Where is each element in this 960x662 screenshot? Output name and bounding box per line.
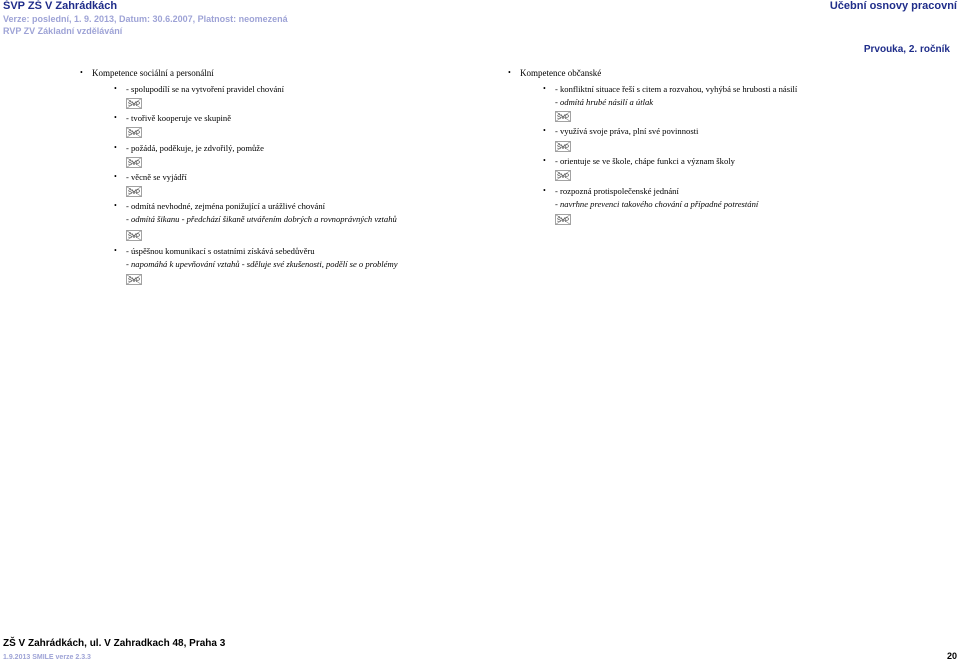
left-heading: • Kompetence sociální a personální [92,68,214,78]
right-item-3: • - orientuje se ve škole, chápe funkci a význam školy [555,156,735,166]
svg-text:ŠVP: ŠVP [127,278,141,284]
svp-icon [126,98,142,109]
right-heading: • Kompetence občanské [520,68,601,78]
left-item-6: • - úspěšnou komunikací s ostatními získává sebedůvěru [126,246,315,256]
left-item-6-detail: - napomáhá k upevňování vztahů - sděluje své zkušenosti, podělí se o problémy [126,259,398,269]
svg-text:ŠVP: ŠVP [127,131,141,137]
right-item-4: • - rozpozná protispolečenské jednání [555,186,679,196]
svp-icon [555,170,571,181]
svg-text:ŠVP: ŠVP [556,145,570,151]
left-item-3: • - požádá, poděkuje, je zdvořilý, pomůže [126,143,264,153]
svg-text:ŠVP: ŠVP [127,102,141,108]
right-item-1-detail: - odmítá hrubé násilí a útlak [555,97,654,107]
svg-text:ŠVP: ŠVP [127,234,141,240]
svp-icon [126,127,142,138]
svp-icon [126,274,142,285]
svp-icon [126,186,142,197]
svg-text:ŠVP: ŠVP [556,218,570,224]
left-item-4: • - věcně se vyjádří [126,172,187,182]
document-title: ŠVP ZŠ V Zahrádkách [3,0,118,12]
right-item-2: • - využívá svoje práva, plní své povinnosti [555,126,698,136]
grade-label: Prvouka, 2. ročník [863,44,950,55]
page-number: 20 [946,651,957,661]
left-item-5: • - odmítá nevhodné, zejména ponižující a urážlivé chování [126,201,325,211]
footer-version: 1.9.2013 SMILE verze 2.3.3 [3,654,91,661]
svp-icon [555,214,571,225]
right-item-1: • - konfliktní situace řeší s citem a rozvahou, vyhýbá se hrubosti a násilí [555,84,797,94]
footer-address: ZŠ V Zahrádkách, ul. V Zahradkach 48, Praha 3 [3,638,226,649]
svg-text:ŠVP: ŠVP [127,161,141,167]
version-line: Verze: poslední, 1. 9. 2013, Datum: 30.6.2007, Platnost: neomezená [3,14,288,24]
svp-icon [555,141,571,152]
left-item-2: • - tvořivě kooperuje ve skupině [126,113,231,123]
left-item-1: • - spolupodílí se na vytvoření pravidel chování [126,84,284,94]
svp-icon [126,157,142,168]
svg-text:ŠVP: ŠVP [556,174,570,180]
svp-icon [555,111,571,122]
left-item-5-detail: - odmítá šikanu - předchází šikaně utvářením dobrých a rovnoprávných vztahů [126,214,397,224]
rvp-line: RVP ZV Základní vzdělávání [3,26,123,36]
right-item-4-detail: - navrhne prevenci takového chování a případné potrestání [555,199,759,209]
svg-text:ŠVP: ŠVP [127,190,141,196]
svg-text:ŠVP: ŠVP [556,115,570,121]
svp-icon [126,230,142,241]
section-title: Učební osnovy pracovní [829,0,957,12]
